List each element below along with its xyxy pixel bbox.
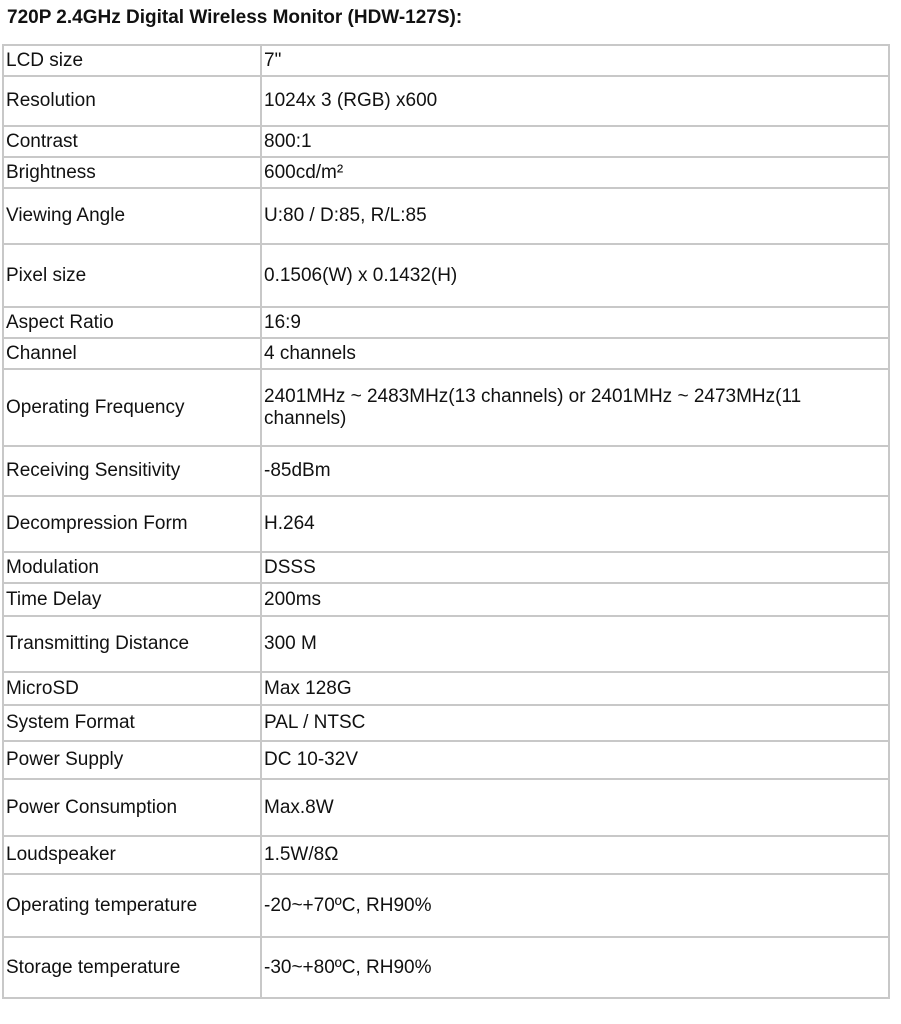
spec-value: H.264 xyxy=(261,496,889,552)
spec-label: Aspect Ratio xyxy=(3,307,261,338)
table-row xyxy=(3,705,889,741)
spec-label: Modulation xyxy=(3,552,261,583)
spec-label: Loudspeaker xyxy=(3,836,261,874)
table-row xyxy=(3,779,889,836)
spec-value: 7" xyxy=(261,45,889,76)
spec-value: 16:9 xyxy=(261,307,889,338)
table-row xyxy=(3,369,889,446)
spec-value: 800:1 xyxy=(261,126,889,157)
spec-label: Pixel size xyxy=(3,244,261,307)
spec-table xyxy=(2,44,890,999)
spec-value: -85dBm xyxy=(261,446,889,496)
spec-label: LCD size xyxy=(3,45,261,76)
spec-value: -20~+70ºC, RH90% xyxy=(261,874,889,937)
spec-value: DSSS xyxy=(261,552,889,583)
spec-value: -30~+80ºC, RH90% xyxy=(261,937,889,998)
spec-label: Channel xyxy=(3,338,261,369)
spec-value: Max.8W xyxy=(261,779,889,836)
spec-value: DC 10-32V xyxy=(261,741,889,779)
spec-label: Operating temperature xyxy=(3,874,261,937)
spec-value: 4 channels xyxy=(261,338,889,369)
spec-value: 1.5W/8Ω xyxy=(261,836,889,874)
table-row xyxy=(3,583,889,616)
spec-label: Power Supply xyxy=(3,741,261,779)
table-row xyxy=(3,45,889,76)
table-row xyxy=(3,874,889,937)
spec-label: Resolution xyxy=(3,76,261,126)
spec-label: Time Delay xyxy=(3,583,261,616)
document-title: 720P 2.4GHz Digital Wireless Monitor (HDW-127S): xyxy=(7,7,463,28)
table-row xyxy=(3,616,889,672)
spec-label: Transmitting Distance xyxy=(3,616,261,672)
spec-label: System Format xyxy=(3,705,261,741)
spec-value: PAL / NTSC xyxy=(261,705,889,741)
spec-label: Power Consumption xyxy=(3,779,261,836)
spec-value: 300 M xyxy=(261,616,889,672)
spec-value: 2401MHz ~ 2483MHz(13 channels) or 2401MHz ~ 2473MHz(11 channels) xyxy=(261,369,889,446)
table-row xyxy=(3,307,889,338)
table-row xyxy=(3,126,889,157)
table-row xyxy=(3,836,889,874)
table-row xyxy=(3,338,889,369)
table-row xyxy=(3,672,889,705)
spec-label: Receiving Sensitivity xyxy=(3,446,261,496)
table-row xyxy=(3,157,889,188)
table-row xyxy=(3,496,889,552)
spec-label: Viewing Angle xyxy=(3,188,261,244)
table-row xyxy=(3,446,889,496)
spec-label: Contrast xyxy=(3,126,261,157)
spec-value: 200ms xyxy=(261,583,889,616)
table-row xyxy=(3,244,889,307)
spec-label: Brightness xyxy=(3,157,261,188)
spec-value: 1024x 3 (RGB) x600 xyxy=(261,76,889,126)
spec-label: Operating Frequency xyxy=(3,369,261,446)
table-row xyxy=(3,937,889,998)
spec-label: MicroSD xyxy=(3,672,261,705)
spec-label: Storage temperature xyxy=(3,937,261,998)
spec-value: 0.1506(W) x 0.1432(H) xyxy=(261,244,889,307)
table-row xyxy=(3,741,889,779)
spec-label: Decompression Form xyxy=(3,496,261,552)
table-row xyxy=(3,552,889,583)
spec-value: Max 128G xyxy=(261,672,889,705)
table-row xyxy=(3,188,889,244)
spec-value: U:80 / D:85, R/L:85 xyxy=(261,188,889,244)
table-row xyxy=(3,76,889,126)
spec-value: 600cd/m² xyxy=(261,157,889,188)
